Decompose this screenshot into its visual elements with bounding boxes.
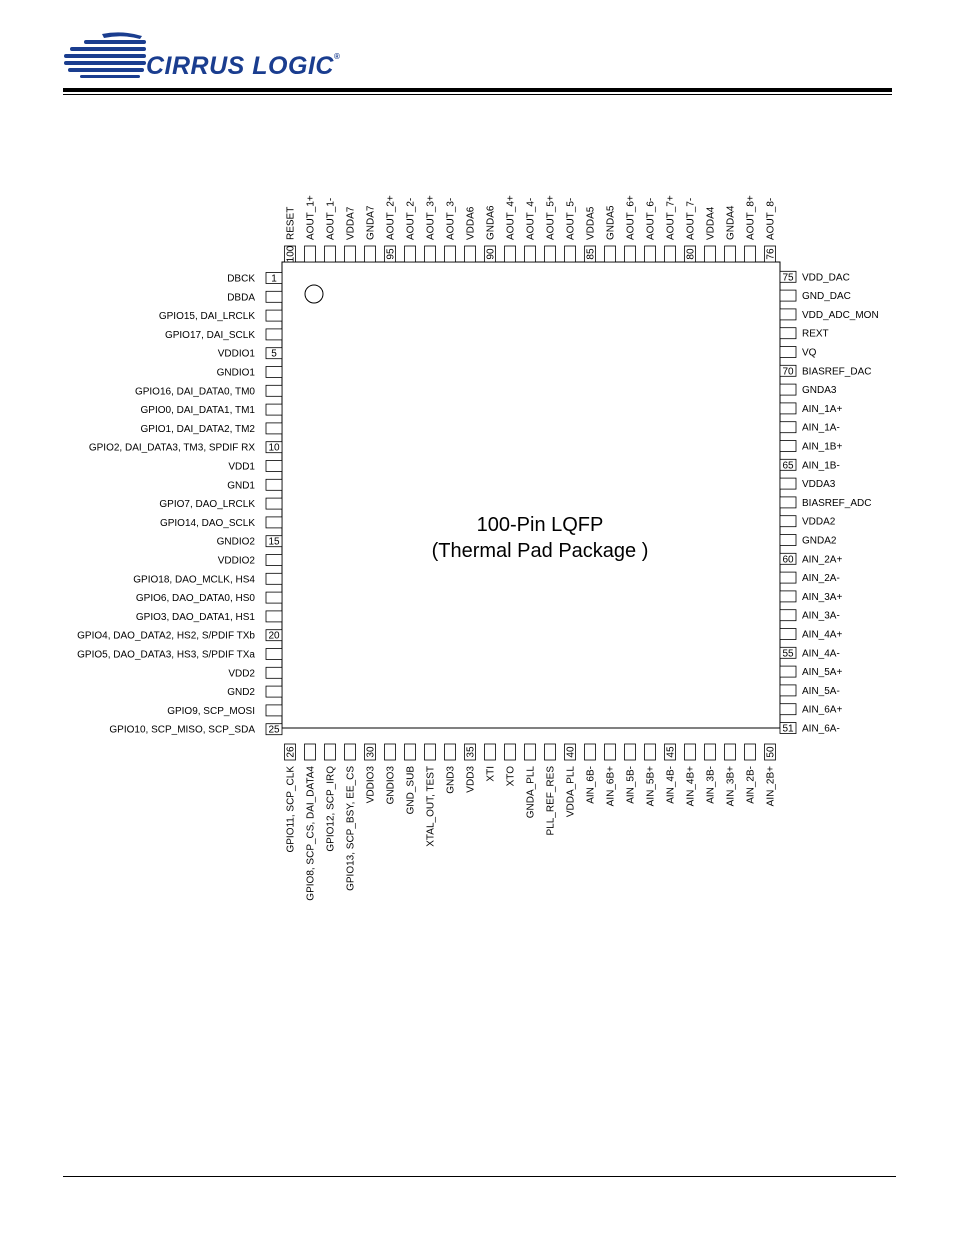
pin-box-18 bbox=[266, 592, 282, 603]
pin-box-81 bbox=[665, 246, 676, 262]
pin-label-98: AOUT_1- bbox=[325, 197, 337, 240]
pin-label-2: DBDA bbox=[227, 292, 255, 304]
pin-label-5: VDDIO1 bbox=[217, 348, 255, 360]
pin-label-85: VDDA5 bbox=[585, 206, 597, 240]
pin-label-20: GPIO4, DAO_DATA2, HS2, S/PDIF TXb bbox=[77, 630, 255, 642]
pin-label-60: AIN_2A+ bbox=[802, 554, 843, 566]
package-title-line1: 100-Pin LQFP bbox=[476, 514, 604, 536]
pin-box-67 bbox=[780, 422, 796, 433]
pin-label-21: GPIO5, DAO_DATA3, HS3, S/PDIF TXa bbox=[77, 649, 255, 661]
pin-label-16: VDDIO2 bbox=[217, 555, 255, 567]
pin-label-80: AOUT_7- bbox=[685, 197, 697, 240]
pin-box-96 bbox=[365, 246, 376, 262]
pin-label-7: GPIO16, DAI_DATA0, TM0 bbox=[134, 386, 255, 398]
pin-label-59: AIN_2A- bbox=[802, 573, 840, 585]
pin-box-87 bbox=[545, 246, 556, 262]
pin-box-19 bbox=[266, 611, 282, 622]
pin-label-63: BIASREF_ADC bbox=[802, 497, 872, 509]
pin-label-72: REXT bbox=[802, 328, 829, 340]
pin-box-61 bbox=[780, 535, 796, 546]
pin-box-7 bbox=[266, 385, 282, 396]
pin-label-37: XTO bbox=[505, 766, 517, 787]
pin-label-42: AIN_6B+ bbox=[605, 766, 617, 807]
pin-box-47 bbox=[705, 744, 716, 760]
pin-box-78 bbox=[725, 246, 736, 262]
pin-label-40: VDDA_PLL bbox=[565, 766, 577, 818]
pin-box-49 bbox=[745, 744, 756, 760]
pin-label-49: AIN_2B- bbox=[745, 766, 757, 804]
pin-number-20: 20 bbox=[268, 630, 280, 642]
pin-label-44: AIN_5B+ bbox=[645, 766, 657, 807]
pin-label-23: GND2 bbox=[227, 687, 255, 699]
pin-box-13 bbox=[266, 498, 282, 509]
pin-box-91 bbox=[465, 246, 476, 262]
pin-box-79 bbox=[705, 246, 716, 262]
pin-box-54 bbox=[780, 666, 796, 677]
pin-label-100: RESET bbox=[285, 206, 297, 240]
pin-label-45: AIN_4B- bbox=[665, 766, 677, 804]
pin-number-30: 30 bbox=[365, 746, 377, 758]
pin-number-80: 80 bbox=[685, 248, 697, 260]
pin-box-77 bbox=[745, 246, 756, 262]
pin-box-82 bbox=[645, 246, 656, 262]
pin-label-14: GPIO14, DAO_SCLK bbox=[159, 517, 255, 529]
pin-label-26: GPIO11, SCP_CLK bbox=[285, 766, 297, 853]
pin-box-27 bbox=[305, 744, 316, 760]
pin-box-89 bbox=[505, 246, 516, 262]
pin-label-68: AIN_1A+ bbox=[802, 403, 843, 415]
pin-label-34: GND3 bbox=[445, 766, 457, 794]
pin-label-1: DBCK bbox=[227, 273, 255, 285]
pin-number-25: 25 bbox=[268, 724, 280, 736]
pin-box-94 bbox=[405, 246, 416, 262]
pin-label-32: GND_SUB bbox=[405, 766, 417, 815]
pin-box-88 bbox=[525, 246, 536, 262]
pin-label-3: GPIO15, DAI_LRCLK bbox=[158, 311, 255, 323]
pin-number-90: 90 bbox=[485, 248, 497, 260]
pin-box-84 bbox=[605, 246, 616, 262]
pin-number-1: 1 bbox=[271, 273, 277, 285]
pin-box-9 bbox=[266, 423, 282, 434]
pin-label-87: AOUT_5+ bbox=[545, 195, 557, 240]
pin-label-4: GPIO17, DAI_SCLK bbox=[164, 329, 255, 341]
pin-box-28 bbox=[325, 744, 336, 760]
pin-label-78: GNDA4 bbox=[725, 205, 737, 240]
pin-box-74 bbox=[780, 290, 796, 301]
pin-label-47: AIN_3B- bbox=[705, 766, 717, 804]
pin-box-3 bbox=[266, 310, 282, 321]
pin-box-8 bbox=[266, 404, 282, 415]
pin-box-56 bbox=[780, 629, 796, 640]
package-title-line2: (Thermal Pad Package ) bbox=[431, 540, 649, 562]
pin-box-43 bbox=[625, 744, 636, 760]
pin-label-39: PLL_REF_RES bbox=[545, 766, 557, 836]
pin-box-34 bbox=[445, 744, 456, 760]
pin-box-41 bbox=[585, 744, 596, 760]
pin-number-35: 35 bbox=[465, 746, 477, 758]
pin-label-64: VDDA3 bbox=[802, 479, 836, 491]
pin-box-33 bbox=[425, 744, 436, 760]
pin-label-19: GPIO3, DAO_DATA1, HS1 bbox=[135, 611, 255, 623]
pin-number-26: 26 bbox=[285, 746, 297, 758]
pin-label-36: XTI bbox=[485, 766, 497, 782]
pin-box-69 bbox=[780, 384, 796, 395]
pin-label-22: VDD2 bbox=[228, 668, 255, 680]
pin-box-64 bbox=[780, 478, 796, 489]
pin-number-76: 76 bbox=[765, 248, 777, 260]
pin-box-31 bbox=[385, 744, 396, 760]
pin-label-93: AOUT_3+ bbox=[425, 195, 437, 240]
pin-label-84: GNDA5 bbox=[605, 205, 617, 240]
pin-box-2 bbox=[266, 291, 282, 302]
pin-label-73: VDD_ADC_MON bbox=[802, 309, 879, 321]
pin-label-69: GNDA3 bbox=[802, 385, 837, 397]
pin-label-83: AOUT_6+ bbox=[625, 195, 637, 240]
pin-label-88: AOUT_4- bbox=[525, 197, 537, 240]
pin-box-97 bbox=[345, 246, 356, 262]
pin-label-55: AIN_4A- bbox=[802, 648, 840, 660]
pin-box-42 bbox=[605, 744, 616, 760]
pin-label-97: VDDA7 bbox=[345, 206, 357, 240]
pin-box-6 bbox=[266, 367, 282, 378]
pin-label-51: AIN_6A- bbox=[802, 723, 840, 735]
pin-label-9: GPIO1, DAI_DATA2, TM2 bbox=[140, 423, 255, 435]
pin-label-48: AIN_3B+ bbox=[725, 766, 737, 807]
pin-number-100: 100 bbox=[285, 245, 297, 263]
package-body bbox=[282, 262, 780, 728]
pin-label-6: GNDIO1 bbox=[216, 367, 255, 379]
pin-label-24: GPIO9, SCP_MOSI bbox=[167, 705, 255, 717]
pin-box-93 bbox=[425, 246, 436, 262]
pin-label-43: AIN_5B- bbox=[625, 766, 637, 804]
pin-box-32 bbox=[405, 744, 416, 760]
pin-number-85: 85 bbox=[585, 248, 597, 260]
pin-label-76: AOUT_8- bbox=[765, 197, 777, 240]
pin-label-46: AIN_4B+ bbox=[685, 766, 697, 807]
pin-number-45: 45 bbox=[665, 746, 677, 758]
pin-label-27: GPIO8, SCP_CS, DAI_DATA4 bbox=[305, 766, 317, 901]
pin-box-16 bbox=[266, 555, 282, 566]
pin-label-99: AOUT_1+ bbox=[305, 195, 317, 240]
footer-rule bbox=[63, 1176, 896, 1177]
pin-label-70: BIASREF_DAC bbox=[802, 366, 872, 378]
pin-label-95: AOUT_2+ bbox=[385, 195, 397, 240]
pin-box-66 bbox=[780, 441, 796, 452]
pin-label-8: GPIO0, DAI_DATA1, TM1 bbox=[140, 405, 255, 417]
pin-box-63 bbox=[780, 497, 796, 508]
pin-label-66: AIN_1B+ bbox=[802, 441, 843, 453]
pin-box-17 bbox=[266, 573, 282, 584]
pin-label-31: GNDIO3 bbox=[385, 766, 397, 805]
pin1-marker bbox=[305, 285, 323, 303]
pin-box-24 bbox=[266, 705, 282, 716]
pin-label-82: AOUT_6- bbox=[645, 197, 657, 240]
pin-label-89: AOUT_4+ bbox=[505, 195, 517, 240]
pin-box-57 bbox=[780, 610, 796, 621]
pin-label-15: GNDIO2 bbox=[216, 536, 255, 548]
pin-label-96: GNDA7 bbox=[365, 205, 377, 240]
pin-label-50: AIN_2B+ bbox=[765, 766, 777, 807]
pin-label-52: AIN_6A+ bbox=[802, 704, 843, 716]
pin-box-92 bbox=[445, 246, 456, 262]
pin-label-25: GPIO10, SCP_MISO, SCP_SDA bbox=[109, 724, 255, 736]
pin-box-86 bbox=[565, 246, 576, 262]
pin-label-62: VDDA2 bbox=[802, 516, 836, 528]
pin-number-55: 55 bbox=[782, 648, 794, 660]
pin-box-22 bbox=[266, 667, 282, 678]
pin-label-41: AIN_6B- bbox=[585, 766, 597, 804]
pin-box-62 bbox=[780, 516, 796, 527]
pin-label-79: VDDA4 bbox=[705, 206, 717, 240]
pin-label-77: AOUT_8+ bbox=[745, 195, 757, 240]
pin-box-46 bbox=[685, 744, 696, 760]
pin-number-10: 10 bbox=[268, 442, 280, 454]
pin-box-21 bbox=[266, 649, 282, 660]
pin-label-65: AIN_1B- bbox=[802, 460, 840, 472]
pin-box-11 bbox=[266, 461, 282, 472]
pin-number-70: 70 bbox=[782, 366, 794, 378]
pin-label-90: GNDA6 bbox=[485, 205, 497, 240]
pin-box-4 bbox=[266, 329, 282, 340]
pin-label-12: GND1 bbox=[227, 480, 255, 492]
pin-label-54: AIN_5A+ bbox=[802, 667, 843, 679]
pin-box-83 bbox=[625, 246, 636, 262]
pin-number-65: 65 bbox=[782, 460, 794, 472]
pin-label-28: GPIO12, SCP_IRQ bbox=[325, 766, 337, 852]
pin-box-73 bbox=[780, 309, 796, 320]
pin-label-17: GPIO18, DAO_MCLK, HS4 bbox=[133, 574, 255, 586]
pin-box-59 bbox=[780, 572, 796, 583]
pin-label-13: GPIO7, DAO_LRCLK bbox=[159, 499, 255, 511]
pin-box-98 bbox=[325, 246, 336, 262]
pin-label-94: AOUT_2- bbox=[405, 197, 417, 240]
pin-number-95: 95 bbox=[385, 248, 397, 260]
pin-box-29 bbox=[345, 744, 356, 760]
pin-box-58 bbox=[780, 591, 796, 602]
pin-box-99 bbox=[305, 246, 316, 262]
pin-label-71: VQ bbox=[802, 347, 817, 359]
pin-label-61: GNDA2 bbox=[802, 535, 837, 547]
pin-number-51: 51 bbox=[782, 723, 794, 735]
pin-label-18: GPIO6, DAO_DATA0, HS0 bbox=[135, 593, 255, 605]
pin-number-15: 15 bbox=[268, 536, 280, 548]
pin-label-58: AIN_3A+ bbox=[802, 591, 843, 603]
pin-box-23 bbox=[266, 686, 282, 697]
pin-box-39 bbox=[545, 744, 556, 760]
logo-text: CIRRUS LOGIC bbox=[146, 52, 334, 80]
pin-label-56: AIN_4A+ bbox=[802, 629, 843, 641]
pin-label-92: AOUT_3- bbox=[445, 197, 457, 240]
pin-label-33: XTAL_OUT, TEST bbox=[425, 766, 437, 847]
pin-label-67: AIN_1A- bbox=[802, 422, 840, 434]
pin-box-68 bbox=[780, 403, 796, 414]
pin-box-37 bbox=[505, 744, 516, 760]
pin-label-30: VDDIO3 bbox=[365, 766, 377, 804]
pin-label-11: VDD1 bbox=[228, 461, 255, 473]
pin-box-38 bbox=[525, 744, 536, 760]
pin-box-14 bbox=[266, 517, 282, 528]
pin-label-91: VDDA6 bbox=[465, 206, 477, 240]
pin-number-5: 5 bbox=[271, 348, 277, 360]
pin-label-81: AOUT_7+ bbox=[665, 195, 677, 240]
pin-label-29: GPIO13, SCP_BSY, EE_CS bbox=[345, 766, 357, 891]
pin-label-35: VDD3 bbox=[465, 766, 477, 793]
registered-mark: ® bbox=[333, 52, 341, 61]
pin-number-60: 60 bbox=[782, 554, 794, 566]
pin-number-50: 50 bbox=[765, 746, 777, 758]
pin-box-72 bbox=[780, 328, 796, 339]
pin-box-52 bbox=[780, 704, 796, 715]
pin-label-86: AOUT_5- bbox=[565, 197, 577, 240]
pin-label-38: GNDA_PLL bbox=[525, 766, 537, 819]
pin-box-53 bbox=[780, 685, 796, 696]
pin-box-48 bbox=[725, 744, 736, 760]
pin-number-40: 40 bbox=[565, 746, 577, 758]
pin-box-12 bbox=[266, 479, 282, 490]
pin-label-10: GPIO2, DAI_DATA3, TM3, SPDIF RX bbox=[88, 442, 255, 454]
pin-label-53: AIN_5A- bbox=[802, 685, 840, 697]
pin-number-75: 75 bbox=[782, 272, 794, 284]
pin-label-74: GND_DAC bbox=[802, 291, 851, 303]
pin-box-71 bbox=[780, 347, 796, 358]
pin-box-36 bbox=[485, 744, 496, 760]
pin-label-57: AIN_3A- bbox=[802, 610, 840, 622]
pin-label-75: VDD_DAC bbox=[802, 272, 850, 284]
pin-box-44 bbox=[645, 744, 656, 760]
